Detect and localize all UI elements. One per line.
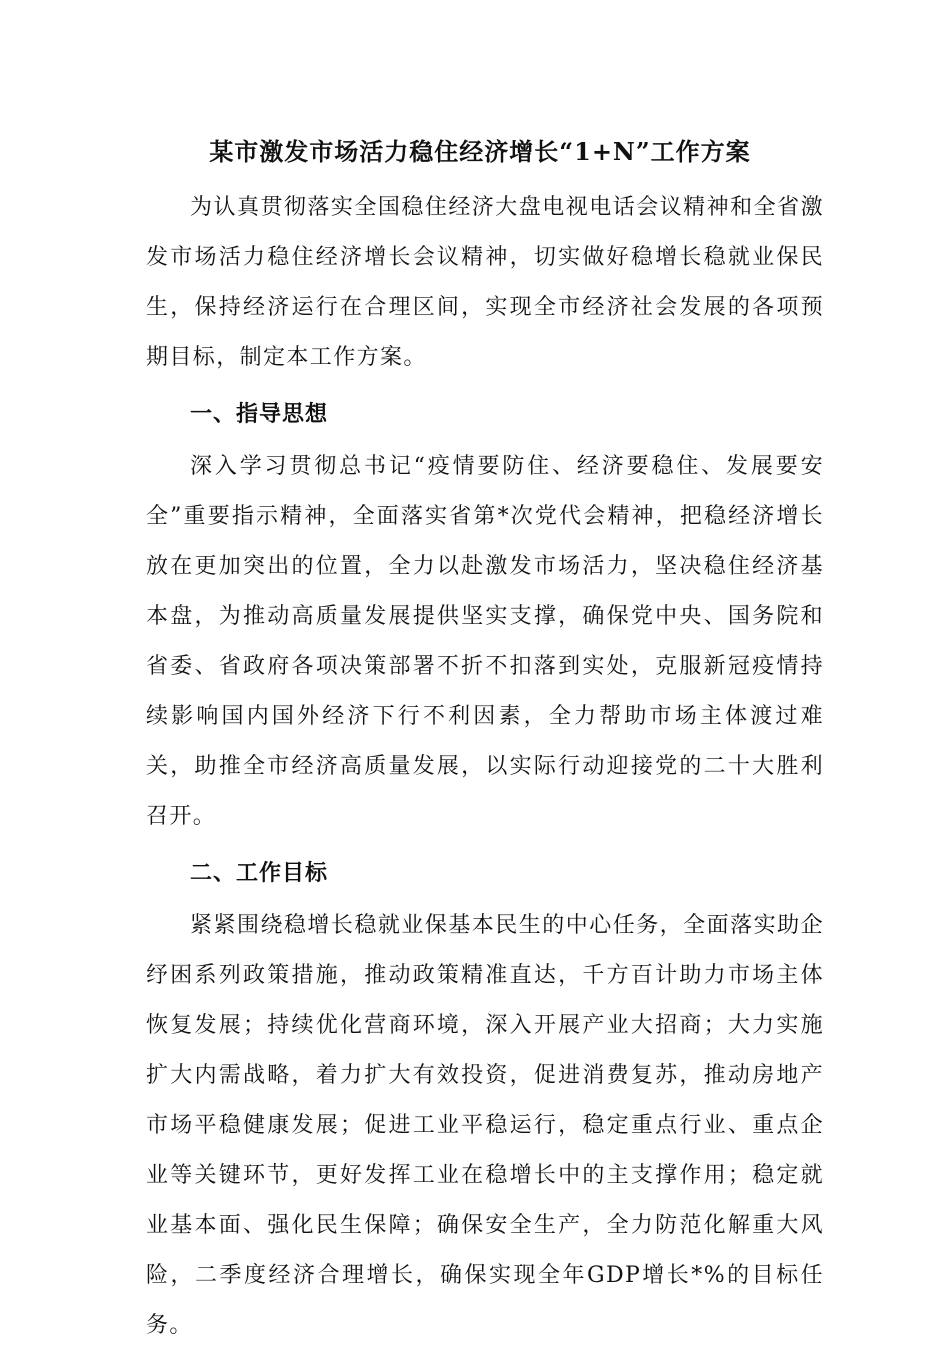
section-heading-work-goals: 二、工作目标 — [190, 860, 329, 886]
section-body-guiding-ideology: 深入学习贯彻总书记“疫情要防住、经济要稳住、发展要安全”重要指示精神，全面落实省第*次党代会精神，把稳经济增长放在更加突出的位置，全力以赴激发市场活力，坚决稳住经济基本盘，为推动高质量发展提供坚实支撑，确保党中央、国务院和省委、省政府各项决策部署不折不扣落到实处，克服新冠疫情持续影响国内国外经济下行不利因素，全力帮助市场主体渡过难关，助推全市经济高质量发展，以实际行动迎接党的二十大胜利召开。 — [146, 454, 824, 829]
intro-paragraph: 为认真贯彻落实全国稳住经济大盘电视电话会议精神和全省激发市场活力稳住经济增长会议精神，切实做好稳增长稳就业保民生，保持经济运行在合理区间，实现全市经济社会发展的各项预期目标，制定本工作方案。 — [146, 195, 824, 370]
section-heading-guiding-ideology: 一、指导思想 — [190, 401, 329, 427]
document-title: 某市激发市场活力稳住经济增长“1+N”工作方案 — [209, 137, 751, 166]
section-body-work-goals: 紧紧围绕稳增长稳就业保基本民生的中心任务，全面落实助企纾困系列政策措施，推动政策精准直达，千方百计助力市场主体恢复发展；持续优化营商环境，深入开展产业大招商；大力实施扩大内需战略，着力扩大有效投资，促进消费复苏，推动房地产市场平稳健康发展；促进工业平稳运行，稳定重点行业、重点企业等关键环节，更好发挥工业在稳增长中的主支撑作用；稳定就业基本面、强化民生保障；确保安全生产，全力防范化解重大风险，二季度经济合理增长，确保实现全年GDP增长*%的目标任务。 — [146, 913, 824, 1338]
